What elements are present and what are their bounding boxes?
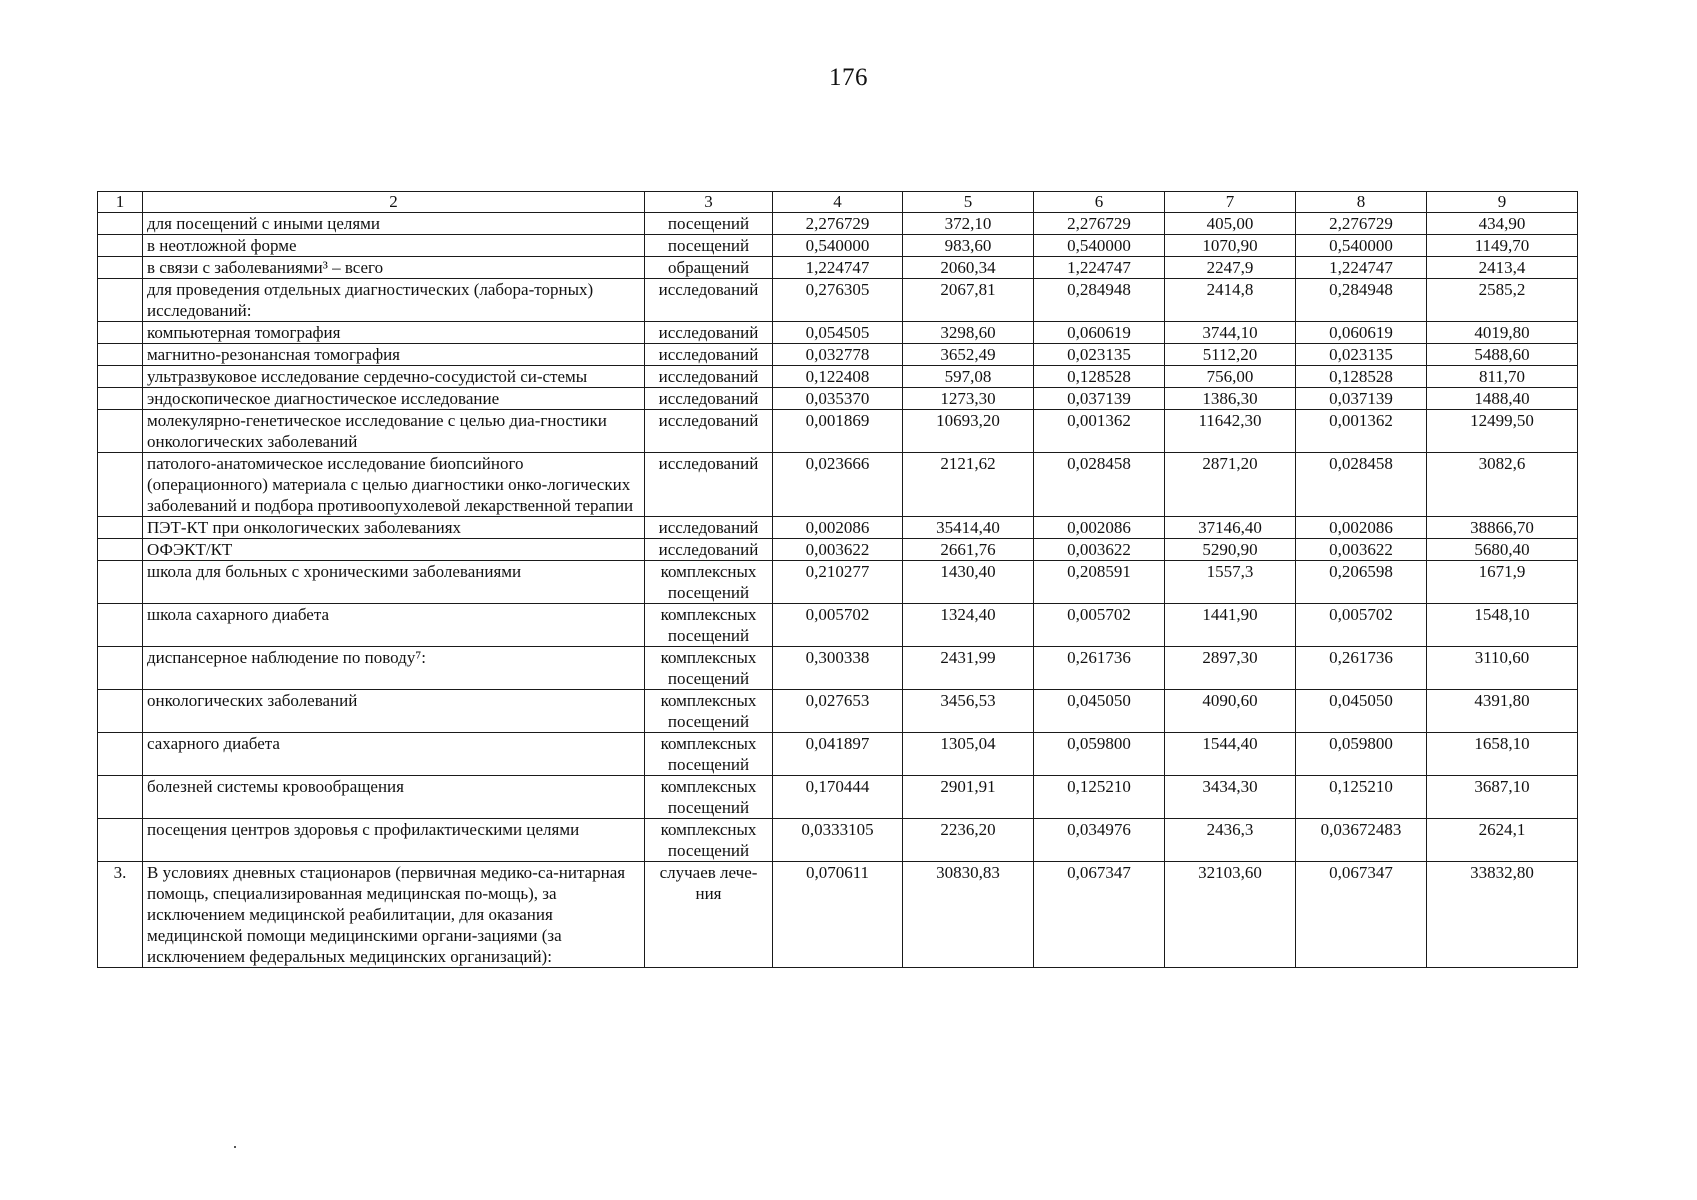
value-cell-col-6: 0,540000 bbox=[1034, 235, 1165, 257]
value-cell-col-6: 1,224747 bbox=[1034, 257, 1165, 279]
unit-cell: посещений bbox=[645, 235, 773, 257]
row-number-cell bbox=[98, 517, 143, 539]
value-cell-col-4: 1,224747 bbox=[773, 257, 903, 279]
value-cell-col-5: 2431,99 bbox=[903, 647, 1034, 690]
value-cell-col-7: 1386,30 bbox=[1165, 388, 1296, 410]
indicator-name-cell: диспансерное наблюдение по поводу⁷: bbox=[143, 647, 645, 690]
value-cell-col-9: 2585,2 bbox=[1427, 279, 1578, 322]
indicator-name-cell: ультразвуковое исследование сердечно-сосудистой си-стемы bbox=[143, 366, 645, 388]
value-cell-col-6: 0,034976 bbox=[1034, 819, 1165, 862]
unit-cell: исследований bbox=[645, 279, 773, 322]
value-cell-col-9: 3082,6 bbox=[1427, 453, 1578, 517]
value-cell-col-6: 0,125210 bbox=[1034, 776, 1165, 819]
value-cell-col-5: 2661,76 bbox=[903, 539, 1034, 561]
header-cell-9: 9 bbox=[1427, 192, 1578, 213]
value-cell-col-6: 0,023135 bbox=[1034, 344, 1165, 366]
unit-cell: обращений bbox=[645, 257, 773, 279]
value-cell-col-4: 0,002086 bbox=[773, 517, 903, 539]
row-number-cell bbox=[98, 776, 143, 819]
value-cell-col-4: 0,003622 bbox=[773, 539, 903, 561]
indicator-name-cell: В условиях дневных стационаров (первичная медико-са-нитарная помощь, специализированная медицинская по-мощь), за исключением медицинской реабилитации, для оказания медицинской помощи медицинскими органи-зациями (за исключением федеральных медицинских организаций): bbox=[143, 862, 645, 968]
value-cell-col-4: 0,032778 bbox=[773, 344, 903, 366]
header-cell-4: 4 bbox=[773, 192, 903, 213]
value-cell-col-4: 2,276729 bbox=[773, 213, 903, 235]
value-cell-col-8: 0,125210 bbox=[1296, 776, 1427, 819]
header-cell-2: 2 bbox=[143, 192, 645, 213]
value-cell-col-9: 4391,80 bbox=[1427, 690, 1578, 733]
indicator-name-cell: для посещений с иными целями bbox=[143, 213, 645, 235]
value-cell-col-6: 0,060619 bbox=[1034, 322, 1165, 344]
row-number-cell bbox=[98, 344, 143, 366]
header-cell-8: 8 bbox=[1296, 192, 1427, 213]
value-cell-col-5: 35414,40 bbox=[903, 517, 1034, 539]
indicator-name-cell: ОФЭКТ/КТ bbox=[143, 539, 645, 561]
header-cell-3: 3 bbox=[645, 192, 773, 213]
unit-cell: исследований bbox=[645, 539, 773, 561]
table-row bbox=[98, 733, 1578, 776]
value-cell-col-9: 1149,70 bbox=[1427, 235, 1578, 257]
value-cell-col-6: 0,284948 bbox=[1034, 279, 1165, 322]
unit-cell: случаев лече-ния bbox=[645, 862, 773, 968]
row-number-cell bbox=[98, 322, 143, 344]
table-row bbox=[98, 453, 1578, 517]
indicator-name-cell: в неотложной форме bbox=[143, 235, 645, 257]
value-cell-col-8: 0,059800 bbox=[1296, 733, 1427, 776]
value-cell-col-4: 0,027653 bbox=[773, 690, 903, 733]
header-cell-1: 1 bbox=[98, 192, 143, 213]
value-cell-col-4: 0,035370 bbox=[773, 388, 903, 410]
value-cell-col-7: 2897,30 bbox=[1165, 647, 1296, 690]
value-cell-col-9: 38866,70 bbox=[1427, 517, 1578, 539]
value-cell-col-7: 5112,20 bbox=[1165, 344, 1296, 366]
value-cell-col-7: 32103,60 bbox=[1165, 862, 1296, 968]
value-cell-col-5: 2060,34 bbox=[903, 257, 1034, 279]
value-cell-col-5: 10693,20 bbox=[903, 410, 1034, 453]
value-cell-col-6: 0,002086 bbox=[1034, 517, 1165, 539]
value-cell-col-6: 0,028458 bbox=[1034, 453, 1165, 517]
row-number-cell bbox=[98, 213, 143, 235]
value-cell-col-6: 0,261736 bbox=[1034, 647, 1165, 690]
unit-cell: исследований bbox=[645, 366, 773, 388]
table-row bbox=[98, 366, 1578, 388]
value-cell-col-9: 1548,10 bbox=[1427, 604, 1578, 647]
unit-cell: исследований bbox=[645, 388, 773, 410]
header-row bbox=[98, 192, 1578, 213]
value-cell-col-5: 2067,81 bbox=[903, 279, 1034, 322]
value-cell-col-5: 3456,53 bbox=[903, 690, 1034, 733]
value-cell-col-7: 2871,20 bbox=[1165, 453, 1296, 517]
row-number-cell bbox=[98, 604, 143, 647]
value-cell-col-5: 372,10 bbox=[903, 213, 1034, 235]
unit-cell: исследований bbox=[645, 453, 773, 517]
table-row bbox=[98, 213, 1578, 235]
row-number-cell bbox=[98, 647, 143, 690]
row-number-cell bbox=[98, 453, 143, 517]
value-cell-col-7: 405,00 bbox=[1165, 213, 1296, 235]
row-number-cell bbox=[98, 690, 143, 733]
value-cell-col-7: 5290,90 bbox=[1165, 539, 1296, 561]
value-cell-col-8: 2,276729 bbox=[1296, 213, 1427, 235]
value-cell-col-7: 1544,40 bbox=[1165, 733, 1296, 776]
table-row bbox=[98, 344, 1578, 366]
value-cell-col-5: 597,08 bbox=[903, 366, 1034, 388]
indicator-name-cell: онкологических заболеваний bbox=[143, 690, 645, 733]
value-cell-col-8: 0,067347 bbox=[1296, 862, 1427, 968]
value-cell-col-4: 0,0333105 bbox=[773, 819, 903, 862]
table-row bbox=[98, 819, 1578, 862]
value-cell-col-6: 0,128528 bbox=[1034, 366, 1165, 388]
value-cell-col-4: 0,023666 bbox=[773, 453, 903, 517]
row-number-cell bbox=[98, 561, 143, 604]
indicator-name-cell: эндоскопическое диагностическое исследование bbox=[143, 388, 645, 410]
indicator-name-cell: компьютерная томография bbox=[143, 322, 645, 344]
row-number-cell bbox=[98, 235, 143, 257]
value-cell-col-9: 1671,9 bbox=[1427, 561, 1578, 604]
page-number: 176 bbox=[829, 64, 868, 91]
table-body bbox=[98, 213, 1578, 968]
unit-cell: исследований bbox=[645, 517, 773, 539]
value-cell-col-8: 0,128528 bbox=[1296, 366, 1427, 388]
unit-cell: комплексных посещений bbox=[645, 776, 773, 819]
value-cell-col-4: 0,070611 bbox=[773, 862, 903, 968]
unit-cell: комплексных посещений bbox=[645, 647, 773, 690]
value-cell-col-7: 1557,3 bbox=[1165, 561, 1296, 604]
unit-cell: исследований bbox=[645, 344, 773, 366]
value-cell-col-5: 1305,04 bbox=[903, 733, 1034, 776]
indicator-name-cell: молекулярно-генетическое исследование с целью диа-гностики онкологических заболеваний bbox=[143, 410, 645, 453]
value-cell-col-8: 0,037139 bbox=[1296, 388, 1427, 410]
value-cell-col-7: 11642,30 bbox=[1165, 410, 1296, 453]
table-row bbox=[98, 690, 1578, 733]
unit-cell: комплексных посещений bbox=[645, 561, 773, 604]
value-cell-col-6: 0,001362 bbox=[1034, 410, 1165, 453]
row-number-cell bbox=[98, 733, 143, 776]
tariff-table bbox=[97, 191, 1578, 968]
value-cell-col-5: 2901,91 bbox=[903, 776, 1034, 819]
value-cell-col-5: 1430,40 bbox=[903, 561, 1034, 604]
value-cell-col-9: 1488,40 bbox=[1427, 388, 1578, 410]
value-cell-col-4: 0,540000 bbox=[773, 235, 903, 257]
value-cell-col-9: 5488,60 bbox=[1427, 344, 1578, 366]
table-row bbox=[98, 388, 1578, 410]
value-cell-col-9: 3687,10 bbox=[1427, 776, 1578, 819]
value-cell-col-7: 3434,30 bbox=[1165, 776, 1296, 819]
value-cell-col-4: 0,276305 bbox=[773, 279, 903, 322]
indicator-name-cell: в связи с заболеваниями³ – всего bbox=[143, 257, 645, 279]
value-cell-col-5: 3298,60 bbox=[903, 322, 1034, 344]
table-row bbox=[98, 279, 1578, 322]
indicator-name-cell: магнитно-резонансная томография bbox=[143, 344, 645, 366]
table-row bbox=[98, 235, 1578, 257]
value-cell-col-5: 983,60 bbox=[903, 235, 1034, 257]
value-cell-col-8: 0,261736 bbox=[1296, 647, 1427, 690]
value-cell-col-9: 12499,50 bbox=[1427, 410, 1578, 453]
indicator-name-cell: болезней системы кровообращения bbox=[143, 776, 645, 819]
value-cell-col-8: 0,001362 bbox=[1296, 410, 1427, 453]
row-number-cell bbox=[98, 819, 143, 862]
value-cell-col-6: 0,208591 bbox=[1034, 561, 1165, 604]
indicator-name-cell: патолого-анатомическое исследование биопсийного (операционного) материала с целью диагностики онко-логических заболеваний и подбора противоопухолевой лекарственной терапии bbox=[143, 453, 645, 517]
value-cell-col-5: 3652,49 bbox=[903, 344, 1034, 366]
value-cell-col-4: 0,005702 bbox=[773, 604, 903, 647]
value-cell-col-6: 0,003622 bbox=[1034, 539, 1165, 561]
unit-cell: исследований bbox=[645, 410, 773, 453]
value-cell-col-4: 0,041897 bbox=[773, 733, 903, 776]
value-cell-col-7: 37146,40 bbox=[1165, 517, 1296, 539]
indicator-name-cell: сахарного диабета bbox=[143, 733, 645, 776]
value-cell-col-8: 0,045050 bbox=[1296, 690, 1427, 733]
value-cell-col-9: 434,90 bbox=[1427, 213, 1578, 235]
value-cell-col-6: 0,037139 bbox=[1034, 388, 1165, 410]
value-cell-col-9: 2413,4 bbox=[1427, 257, 1578, 279]
value-cell-col-8: 0,028458 bbox=[1296, 453, 1427, 517]
value-cell-col-8: 1,224747 bbox=[1296, 257, 1427, 279]
value-cell-col-5: 1273,30 bbox=[903, 388, 1034, 410]
table-row bbox=[98, 561, 1578, 604]
table-row bbox=[98, 647, 1578, 690]
row-number-cell bbox=[98, 410, 143, 453]
value-cell-col-8: 0,003622 bbox=[1296, 539, 1427, 561]
value-cell-col-6: 0,045050 bbox=[1034, 690, 1165, 733]
value-cell-col-8: 0,005702 bbox=[1296, 604, 1427, 647]
value-cell-col-7: 1441,90 bbox=[1165, 604, 1296, 647]
indicator-name-cell: для проведения отдельных диагностических (лабора-торных) исследований: bbox=[143, 279, 645, 322]
value-cell-col-8: 0,540000 bbox=[1296, 235, 1427, 257]
value-cell-col-9: 2624,1 bbox=[1427, 819, 1578, 862]
row-number-cell bbox=[98, 257, 143, 279]
value-cell-col-4: 0,300338 bbox=[773, 647, 903, 690]
value-cell-col-9: 4019,80 bbox=[1427, 322, 1578, 344]
value-cell-col-5: 2121,62 bbox=[903, 453, 1034, 517]
table-row bbox=[98, 322, 1578, 344]
header-cell-6: 6 bbox=[1034, 192, 1165, 213]
value-cell-col-8: 0,206598 bbox=[1296, 561, 1427, 604]
value-cell-col-5: 1324,40 bbox=[903, 604, 1034, 647]
scan-artifact bbox=[234, 1146, 236, 1148]
value-cell-col-8: 0,002086 bbox=[1296, 517, 1427, 539]
value-cell-col-6: 0,067347 bbox=[1034, 862, 1165, 968]
value-cell-col-7: 756,00 bbox=[1165, 366, 1296, 388]
header-cell-5: 5 bbox=[903, 192, 1034, 213]
unit-cell: комплексных посещений bbox=[645, 690, 773, 733]
value-cell-col-9: 3110,60 bbox=[1427, 647, 1578, 690]
value-cell-col-4: 0,054505 bbox=[773, 322, 903, 344]
table-row bbox=[98, 410, 1578, 453]
value-cell-col-6: 0,059800 bbox=[1034, 733, 1165, 776]
row-number-cell bbox=[98, 366, 143, 388]
indicator-name-cell: школа сахарного диабета bbox=[143, 604, 645, 647]
table-row bbox=[98, 862, 1578, 968]
value-cell-col-7: 2414,8 bbox=[1165, 279, 1296, 322]
unit-cell: комплексных посещений bbox=[645, 604, 773, 647]
unit-cell: комплексных посещений bbox=[645, 819, 773, 862]
row-number-cell bbox=[98, 279, 143, 322]
value-cell-col-5: 2236,20 bbox=[903, 819, 1034, 862]
unit-cell: посещений bbox=[645, 213, 773, 235]
table-row bbox=[98, 604, 1578, 647]
value-cell-col-7: 2247,9 bbox=[1165, 257, 1296, 279]
value-cell-col-9: 811,70 bbox=[1427, 366, 1578, 388]
header-cell-7: 7 bbox=[1165, 192, 1296, 213]
table-row bbox=[98, 257, 1578, 279]
value-cell-col-5: 30830,83 bbox=[903, 862, 1034, 968]
value-cell-col-7: 2436,3 bbox=[1165, 819, 1296, 862]
value-cell-col-4: 0,170444 bbox=[773, 776, 903, 819]
value-cell-col-9: 5680,40 bbox=[1427, 539, 1578, 561]
indicator-name-cell: ПЭТ-КТ при онкологических заболеваниях bbox=[143, 517, 645, 539]
value-cell-col-8: 0,03672483 bbox=[1296, 819, 1427, 862]
value-cell-col-7: 1070,90 bbox=[1165, 235, 1296, 257]
row-number-cell bbox=[98, 539, 143, 561]
value-cell-col-9: 33832,80 bbox=[1427, 862, 1578, 968]
table-row bbox=[98, 776, 1578, 819]
value-cell-col-4: 0,001869 bbox=[773, 410, 903, 453]
row-number-cell: 3. bbox=[98, 862, 143, 968]
value-cell-col-7: 4090,60 bbox=[1165, 690, 1296, 733]
indicator-name-cell: школа для больных с хроническими заболеваниями bbox=[143, 561, 645, 604]
value-cell-col-7: 3744,10 bbox=[1165, 322, 1296, 344]
value-cell-col-6: 2,276729 bbox=[1034, 213, 1165, 235]
unit-cell: комплексных посещений bbox=[645, 733, 773, 776]
value-cell-col-8: 0,023135 bbox=[1296, 344, 1427, 366]
value-cell-col-6: 0,005702 bbox=[1034, 604, 1165, 647]
table-row bbox=[98, 517, 1578, 539]
row-number-cell bbox=[98, 388, 143, 410]
indicator-name-cell: посещения центров здоровья с профилактическими целями bbox=[143, 819, 645, 862]
value-cell-col-9: 1658,10 bbox=[1427, 733, 1578, 776]
unit-cell: исследований bbox=[645, 322, 773, 344]
value-cell-col-4: 0,210277 bbox=[773, 561, 903, 604]
table-row bbox=[98, 539, 1578, 561]
value-cell-col-8: 0,284948 bbox=[1296, 279, 1427, 322]
value-cell-col-4: 0,122408 bbox=[773, 366, 903, 388]
value-cell-col-8: 0,060619 bbox=[1296, 322, 1427, 344]
